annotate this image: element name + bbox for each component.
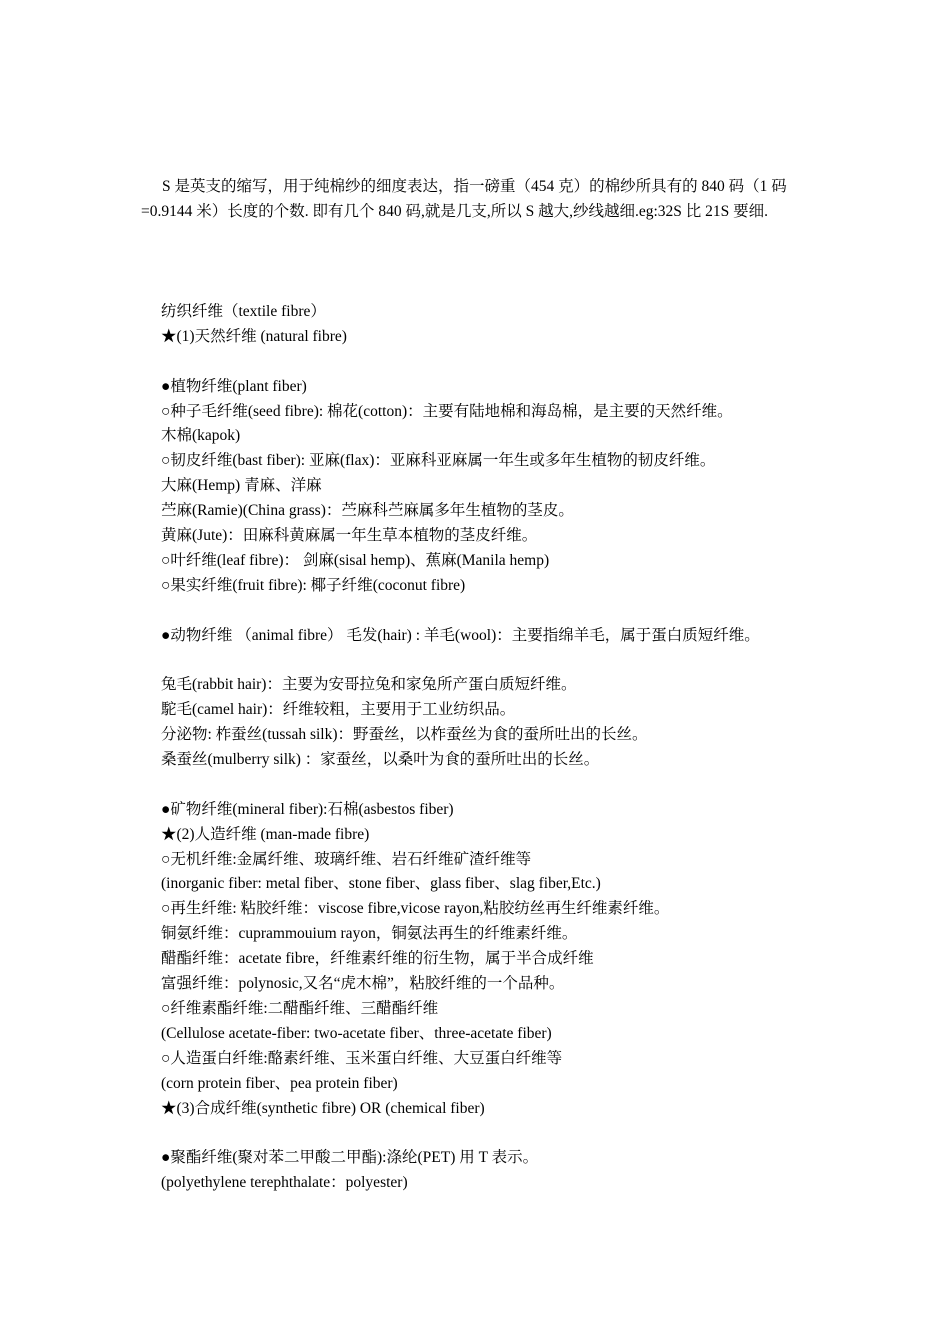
text-line: 桑蚕丝(mulberry silk) ：家蚕丝，以桑叶为食的蚕所吐出的长丝。: [161, 751, 600, 769]
text-line: 大麻(Hemp) 青麻、洋麻: [161, 477, 322, 495]
intro-text: S 是英支的缩写，用于纯棉纱的细度表达，指一磅重（454 克）的棉纱所具有的 840 码（1 码=0.9144 米）长度的个数. 即有几个 840 码,就是几支,所以 S 越大,纱线越细.eg:32S 比 21S 要细.: [141, 178, 787, 220]
blank-line: [161, 599, 841, 624]
blank-line: [161, 1121, 841, 1146]
blank-line: [161, 350, 841, 375]
text-line: ○人造蛋白纤维:酪素纤维、玉米蛋白纤维、大豆蛋白纤维等: [161, 1049, 563, 1067]
text-line: 苎麻(Ramie)(China grass)：苎麻科苎麻属多年生植物的茎皮。: [161, 502, 574, 520]
text-line: ○叶纤维(leaf fibre)： 剑麻(sisal hemp)、蕉麻(Manila hemp): [161, 551, 550, 569]
text-line: ●动物纤维 （animal fibre） 毛发(hair) : 羊毛(wool)：主要指绵羊毛，属于蛋白质短纤维。: [161, 626, 760, 644]
text-line: ★(2)人造纤维 (man-made fibre): [161, 825, 370, 843]
blank-line: [161, 773, 841, 798]
text-line: ○无机纤维:金属纤维、玻璃纤维、岩石纤维矿渣纤维等: [161, 850, 532, 868]
intro-paragraph: [141, 174, 821, 224]
text-line: 醋酯纤维：acetate fibre，纤维素纤维的衍生物，属于半合成纤维: [161, 950, 594, 968]
text-line: 分泌物: 柞蚕丝(tussah silk)：野蚕丝，以柞蚕丝为食的蚕所吐出的长丝。: [161, 726, 648, 744]
text-line: 黄麻(Jute)：田麻科黄麻属一年生草本植物的茎皮纤维。: [161, 527, 538, 545]
text-line: ○果实纤维(fruit fibre): 椰子纤维(coconut fibre): [161, 576, 466, 594]
text-line: ★(3)合成纤维(synthetic fibre) OR (chemical fiber): [161, 1099, 485, 1117]
text-line: 纺织纤维（textile fibre）: [161, 303, 326, 320]
text-line: ○再生纤维: 粘胶纤维：viscose fibre,vicose rayon,粘胶纺丝再生纤维素纤维。: [161, 900, 670, 918]
text-line: ●聚酯纤维(聚对苯二甲酸二甲酯):涤纶(PET) 用 T 表示。: [161, 1149, 539, 1167]
text-line: 富强纤维：polynosic,又名“虎木棉”，粘胶纤维的一个品种。: [161, 975, 565, 993]
text-line: ●矿物纤维(mineral fiber):石棉(asbestos fiber): [161, 800, 454, 818]
text-line: ○纤维素酯纤维:二醋酯纤维、三醋酯纤维: [161, 999, 439, 1017]
text-line: ○韧皮纤维(bast fiber): 亚麻(flax)：亚麻科亚麻属一年生或多年生植物的韧皮纤维。: [161, 452, 716, 470]
text-line: (inorganic fiber: metal fiber、stone fiber、glass fiber、slag fiber,Etc.): [161, 875, 601, 893]
text-line: 木棉(kapok): [161, 427, 241, 445]
text-line: ●植物纤维(plant fiber): [161, 377, 307, 395]
blank-line: [161, 648, 841, 673]
text-line: (Cellulose acetate-fiber: two-acetate fiber、three-acetate fiber): [161, 1024, 552, 1042]
text-line: 铜氨纤维：cuprammouium rayon，铜氨法再生的纤维素纤维。: [161, 925, 578, 943]
text-line: 駝毛(camel hair)：纤维较粗，主要用于工业纺织品。: [161, 701, 516, 719]
fibre-classification-list: [161, 300, 841, 1196]
text-line: ★(1)天然纤维 (natural fibre): [161, 327, 347, 345]
text-line: ○种子毛纤维(seed fibre): 棉花(cotton)：主要有陆地棉和海岛棉，是主要的天然纤维。: [161, 402, 733, 420]
text-line: (polyethylene terephthalate：polyester): [161, 1174, 408, 1192]
text-line: (corn protein fiber、pea protein fiber): [161, 1074, 398, 1092]
text-line: 兔毛(rabbit hair)：主要为安哥拉兔和家兔所产蛋白质短纤维。: [161, 676, 577, 694]
